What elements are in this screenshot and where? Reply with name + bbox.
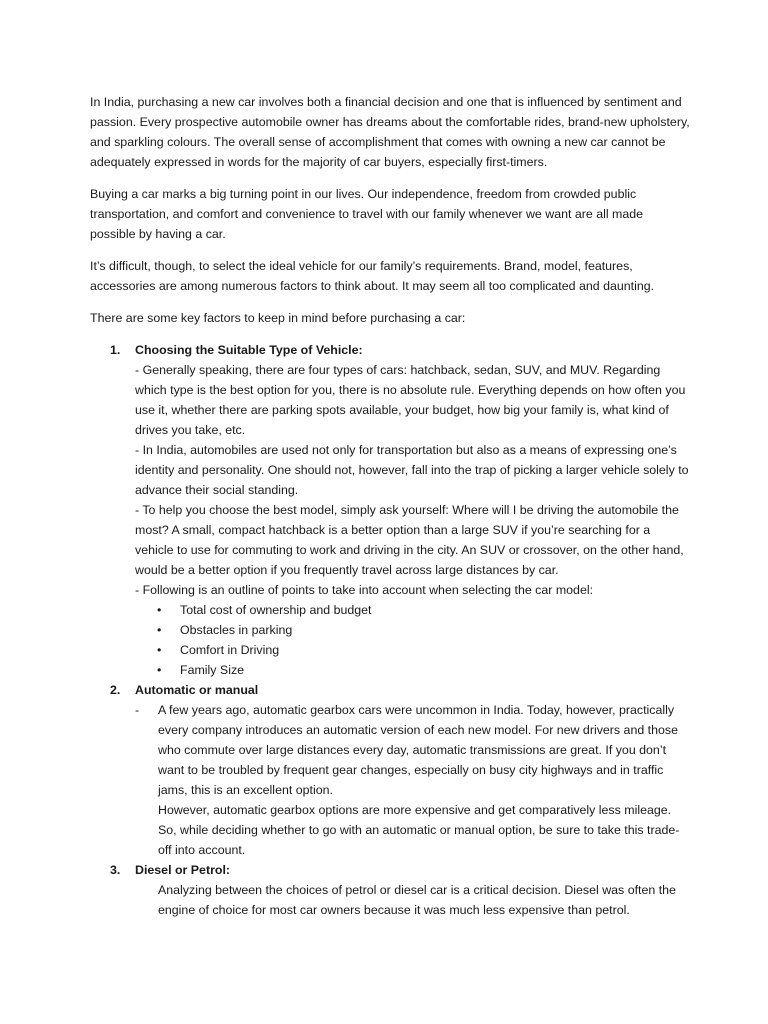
factor-text: - Generally speaking, there are four types of cars: hatchback, sedan, SUV, and MUV. Regarding which type is the best option for you, there is no absolute rule. Everything depends on how often you use it, whether there are parking spots available, your budget, how big your family is, what kind of drives you take, etc. xyxy=(135,363,686,437)
list-number: 3. xyxy=(110,863,121,877)
factor-title: Choosing the Suitable Type of Vehicle: xyxy=(135,343,363,357)
bullet-icon: • xyxy=(157,603,162,617)
key-factors-intro: There are some key factors to keep in mind before purchasing a car: xyxy=(90,311,466,325)
factor-dash-block xyxy=(135,700,690,860)
list-number: 2. xyxy=(110,683,121,697)
factor-title: Diesel or Petrol: xyxy=(135,863,231,877)
factor-transmission xyxy=(90,680,690,860)
list-item: • Comfort in Driving xyxy=(135,640,690,660)
factor-text: Analyzing between the choices of petrol or diesel car is a critical decision. Diesel was often the engine of choice for most car owners because it was much less expensive than petrol. xyxy=(158,883,676,917)
bullet-icon: • xyxy=(157,663,162,677)
factor-text: - Following is an outline of points to take into account when selecting the car model: xyxy=(135,583,594,597)
factor-text: - In India, automobiles are used not only for transportation but also as a means of expressing one’s identity and personality. One should not, however, fall into the trap of picking a larger vehicle solely to advance their social standing. xyxy=(135,443,689,497)
turning-point-paragraph: Buying a car marks a big turning point in our lives. Our independence, freedom from crowded public transportation, and comfort and convenience to travel with our family whenever we want are all made possible by having a car. xyxy=(90,187,644,241)
factor-text: A few years ago, automatic gearbox cars were uncommon in India. Today, however, practically every company introduces an automatic version of each new model. For new drivers and those who commute over large distances every day, automatic transmissions are great. If you don’t want to be troubled by frequent gear changes, especially on busy city highways and in traffic jams, this is an excellent option. xyxy=(158,703,678,797)
selection-points-list xyxy=(135,600,690,680)
list-item: • Total cost of ownership and budget xyxy=(135,600,690,620)
dash-marker: - xyxy=(135,703,140,717)
list-item: • Obstacles in parking xyxy=(135,620,690,640)
document-page xyxy=(90,92,690,920)
factor-fuel-type xyxy=(90,860,690,920)
factor-text: - To help you choose the best model, simply ask yourself: Where will I be driving the automobile the most? A small, compact hatchback is a better option than a large SUV if you’re searching for a vehicle to use for commuting to work and driving in the city. An SUV or crossover, on the other hand, would be a better option if you frequently travel across large distances by car. xyxy=(135,503,684,577)
list-number: 1. xyxy=(110,343,121,357)
factor-text: However, automatic gearbox options are more expensive and get comparatively less mileage. So, while deciding whether to go with an automatic or manual option, be sure to take this trade-off into account. xyxy=(158,803,680,857)
factor-title: Automatic or manual xyxy=(135,683,259,697)
bullet-icon: • xyxy=(157,643,162,657)
list-item: • Family Size xyxy=(135,660,690,680)
factor-vehicle-type xyxy=(90,340,690,680)
intro-paragraph: In India, purchasing a new car involves both a financial decision and one that is influenced by sentiment and passion. Every prospective automobile owner has dreams about the comfortable rides, brand-new upholstery, and sparkling colours. The overall sense of accomplishment that comes with owning a new car cannot be adequately expressed in words for the majority of car buyers, especially first-timers. xyxy=(90,95,690,169)
difficulty-paragraph: It’s difficult, though, to select the ideal vehicle for our family’s requirements. Brand, model, features, accessories are among numerous factors to think about. It may seem all too complicated and daunting. xyxy=(90,259,655,293)
bullet-icon: • xyxy=(157,623,162,637)
